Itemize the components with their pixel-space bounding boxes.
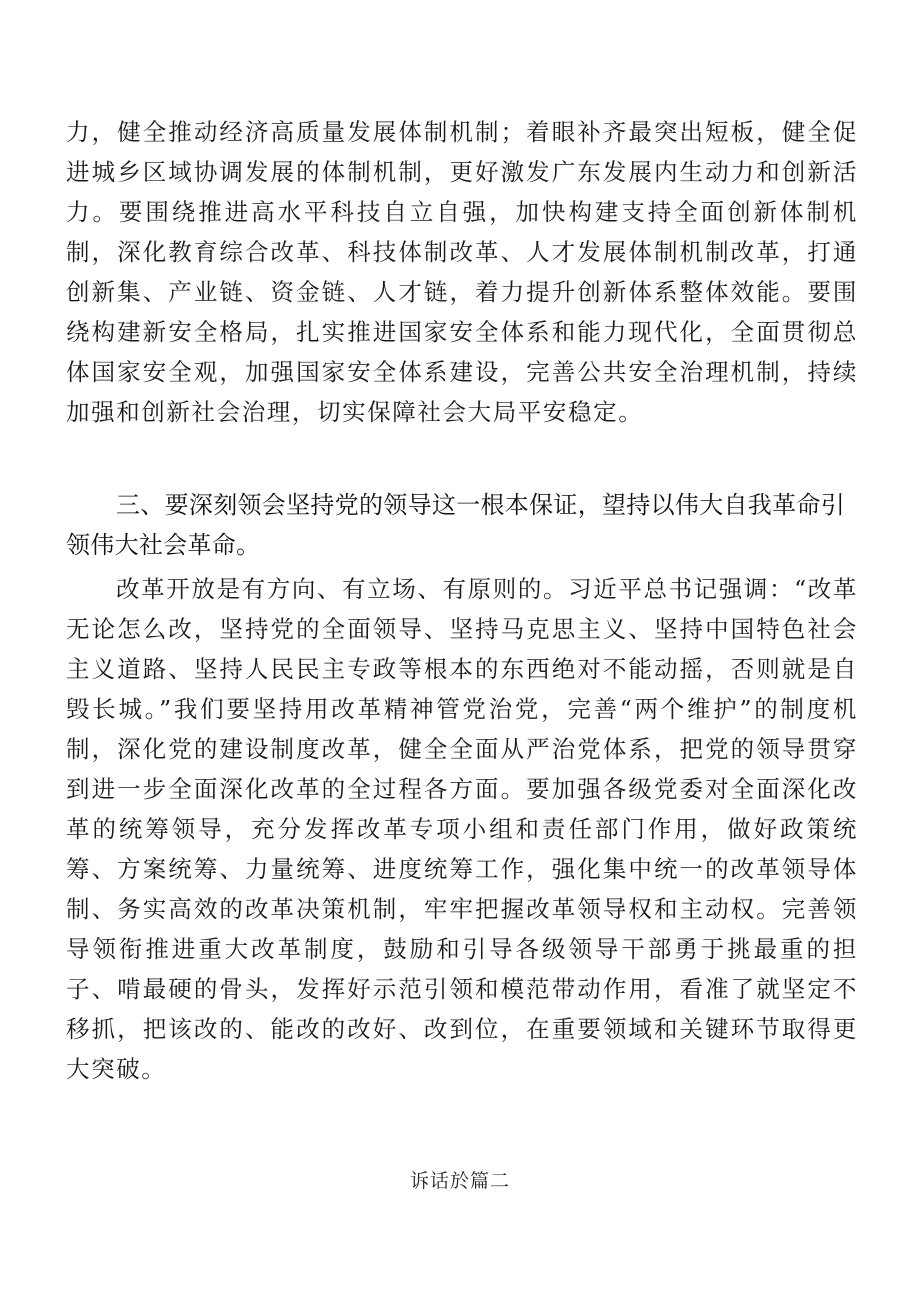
section-title-part-two: 诉话於篇二 [409,1170,510,1192]
body-paragraph-reform: 改革开放是有方向、有立场、有原则的。习近平总书记强调：“改革无论怎么改，坚持党的全面领导、坚持马克思主义、坚持中国特色社会主义道路、坚持人民民主专政等根本的东西绝对不能动摇，否则就是自毁长城。”我们要坚持用改革精神管党治党，完善“两个维护”的制度机制，深化党的建设制度改革，健全全面从严治党体系，把党的领导贯穿到进一步全面深化改革的全过程各方面。要加强各级党委对全面深化改革的统筹领导，充分发挥改革专项小组和责任部门作用，做好政策统筹、方案统筹、力量统筹、进度统筹工作，强化集中统一的改革领导体制、务实高效的改革决策机制，牢牢把握改革领导权和主动权。完善领导领衔推进重大改革制度，鼓励和引导各级领导干部勇于挑最重的担子、啃最硬的骨头，发挥好示范引领和模范带动作用，看准了就坚定不移抓，把该改的、能改的改好、改到位，在重要领域和关键环节取得更大突破。 [66,575,858,1083]
body-paragraph-continued: 力，健全推动经济高质量发展体制机制；着眼补齐最突出短板，健全促进城乡区域协调发展的体制机制，更好激发广东发展内生动力和创新活力。要围绕推进高水平科技自立自强，加快构建支持全面创新体制机制，深化教育综合改革、科技体制改革、人才发展体制机制改革，打通创新集、产业链、资金链、人才链，着力提升创新体系整体效能。要围绕构建新安全格局，扎实推进国家安全体系和能力现代化，全面贯彻总体国家安全观，加强国家安全体系建设，完善公共安全治理机制，持续加强和创新社会治理，切实保障社会大局平安稳定。 [66,118,858,426]
section-heading-three: 三、要深刻领会坚持党的领导这一根本保证，望持以伟大自我革命引领伟大社会革命。 [66,491,845,559]
